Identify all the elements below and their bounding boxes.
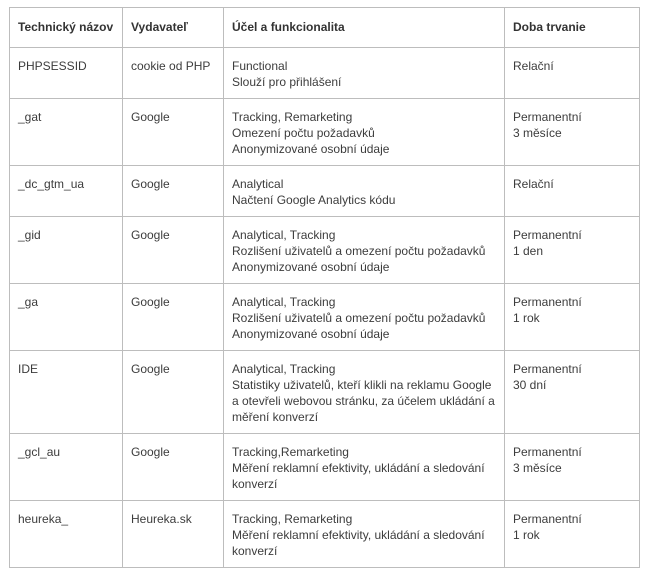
cell-technical-name: _ga	[10, 284, 123, 351]
cell-duration	[505, 166, 640, 217]
purpose-line: Rozlišení uživatelů a omezení počtu požadavků	[232, 311, 486, 325]
table-row	[10, 48, 640, 99]
purpose-line: a otevřeli webovou stránku, za účelem ukládání a	[232, 394, 495, 408]
cell-publisher: cookie od PHP	[123, 48, 224, 99]
cell-technical-name: heureka_	[10, 501, 123, 568]
duration-line: 3 měsíce	[513, 126, 562, 140]
cell-duration	[505, 434, 640, 501]
cell-duration	[505, 217, 640, 284]
cell-duration	[505, 351, 640, 434]
table-header	[10, 8, 640, 48]
table-row	[10, 217, 640, 284]
purpose-line: Anonymizované osobní údaje	[232, 327, 390, 341]
purpose-line: Analytical, Tracking	[232, 362, 336, 376]
header-publisher: Vydavateľ	[123, 8, 224, 48]
cookie-table-container	[9, 7, 639, 568]
purpose-line: Měření reklamní efektivity, ukládání a sledování	[232, 461, 485, 475]
duration-line: Permanentní	[513, 512, 582, 526]
cell-technical-name: _dc_gtm_ua	[10, 166, 123, 217]
purpose-line: Statistiky uživatelů, kteří klikli na reklamu Google	[232, 378, 492, 392]
cell-duration	[505, 99, 640, 166]
cell-publisher: Google	[123, 217, 224, 284]
table-row	[10, 99, 640, 166]
duration-line: Permanentní	[513, 110, 582, 124]
purpose-line: Načtení Google Analytics kódu	[232, 193, 396, 207]
header-duration: Doba trvanie	[505, 8, 640, 48]
purpose-line: Tracking, Remarketing	[232, 512, 353, 526]
cell-purpose	[224, 284, 505, 351]
cell-purpose	[224, 166, 505, 217]
cell-duration	[505, 501, 640, 568]
cell-purpose	[224, 217, 505, 284]
cell-publisher: Google	[123, 351, 224, 434]
cell-purpose	[224, 434, 505, 501]
header-purpose: Účel a funkcionalita	[224, 8, 505, 48]
cell-publisher: Google	[123, 284, 224, 351]
table-body	[10, 48, 640, 568]
cell-publisher: Google	[123, 166, 224, 217]
purpose-line: Měření reklamní efektivity, ukládání a sledování	[232, 528, 485, 542]
header-technical-name: Technický názov	[10, 8, 123, 48]
cell-duration	[505, 284, 640, 351]
table-row	[10, 284, 640, 351]
cell-technical-name: IDE	[10, 351, 123, 434]
purpose-line: Analytical, Tracking	[232, 295, 336, 309]
purpose-line: Rozlišení uživatelů a omezení počtu požadavků	[232, 244, 486, 258]
table-row	[10, 501, 640, 568]
purpose-line: Tracking,Remarketing	[232, 445, 349, 459]
purpose-line: Slouží pro přihlášení	[232, 75, 342, 89]
cell-publisher: Heureka.sk	[123, 501, 224, 568]
purpose-line: Analytical	[232, 177, 284, 191]
duration-line: Relační	[513, 59, 554, 73]
cell-purpose	[224, 351, 505, 434]
purpose-line: Anonymizované osobní údaje	[232, 260, 390, 274]
table-row	[10, 166, 640, 217]
duration-line: 1 den	[513, 244, 544, 258]
duration-line: 30 dní	[513, 378, 547, 392]
purpose-line: konverzí	[232, 544, 278, 558]
purpose-line: konverzí	[232, 477, 278, 491]
header-row	[10, 8, 640, 48]
purpose-line: Anonymizované osobní údaje	[232, 142, 390, 156]
cookie-table	[9, 7, 640, 568]
duration-line: 1 rok	[513, 528, 540, 542]
duration-line: Relační	[513, 177, 554, 191]
cell-technical-name: _gid	[10, 217, 123, 284]
duration-line: 1 rok	[513, 311, 540, 325]
duration-line: Permanentní	[513, 362, 582, 376]
purpose-line: Tracking, Remarketing	[232, 110, 353, 124]
cell-purpose	[224, 99, 505, 166]
duration-line: Permanentní	[513, 445, 582, 459]
cell-technical-name: _gat	[10, 99, 123, 166]
duration-line: 3 měsíce	[513, 461, 562, 475]
purpose-line: Omezení počtu požadavků	[232, 126, 375, 140]
cell-duration	[505, 48, 640, 99]
duration-line: Permanentní	[513, 295, 582, 309]
cell-publisher: Google	[123, 434, 224, 501]
duration-line: Permanentní	[513, 228, 582, 242]
table-row	[10, 351, 640, 434]
cell-purpose	[224, 48, 505, 99]
purpose-line: měření konverzí	[232, 410, 319, 424]
cell-technical-name: PHPSESSID	[10, 48, 123, 99]
table-row	[10, 434, 640, 501]
cell-purpose	[224, 501, 505, 568]
purpose-line: Analytical, Tracking	[232, 228, 336, 242]
purpose-line: Functional	[232, 59, 288, 73]
cell-publisher: Google	[123, 99, 224, 166]
cell-technical-name: _gcl_au	[10, 434, 123, 501]
